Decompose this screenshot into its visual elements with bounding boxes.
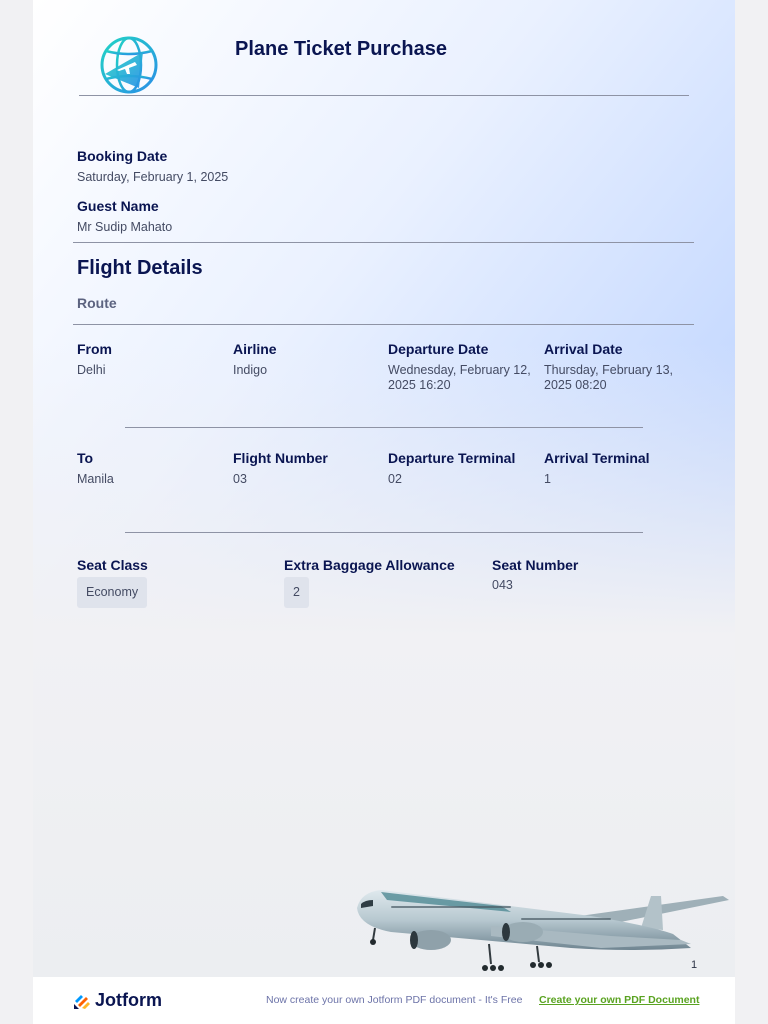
arrival-terminal-label: Arrival Terminal	[544, 450, 650, 466]
flight-details-heading: Flight Details	[77, 257, 203, 279]
airline-value: Indigo	[233, 363, 268, 377]
from-value: Delhi	[77, 363, 106, 377]
page-number: 1	[691, 959, 698, 971]
page-title: Plane Ticket Purchase	[235, 38, 447, 60]
jotform-brand: Jotform	[95, 990, 162, 1010]
footer	[33, 977, 735, 1024]
extra-baggage-label: Extra Baggage Allowance	[284, 557, 455, 573]
to-label: To	[77, 450, 94, 466]
departure-terminal-value: 02	[388, 472, 402, 486]
arrival-date-label: Arrival Date	[544, 341, 623, 357]
guest-name-value: Mr Sudip Mahato	[77, 220, 173, 234]
document-page	[33, 0, 735, 977]
route-label: Route	[77, 295, 117, 311]
airline-label: Airline	[233, 341, 277, 357]
header-divider	[79, 95, 689, 96]
departure-date-value: Wednesday, February 12, 2025 16:20	[388, 363, 531, 392]
globe-plane-icon	[99, 34, 159, 96]
flight-number-value: 03	[233, 472, 247, 486]
airplane-image	[351, 882, 731, 977]
departure-date-label: Departure Date	[388, 341, 489, 357]
extra-baggage-value: 2	[284, 577, 309, 608]
route-divider	[73, 324, 694, 325]
footer-promo-text: Now create your own Jotform PDF document - It's Free	[266, 994, 523, 1006]
row-divider	[125, 427, 643, 428]
flight-number-label: Flight Number	[233, 450, 328, 466]
section-divider	[73, 242, 694, 243]
booking-date-value: Saturday, February 1, 2025	[77, 170, 229, 184]
row-divider	[125, 532, 643, 533]
jotform-logo-icon	[73, 991, 91, 1010]
seat-number-value: 043	[492, 578, 513, 592]
booking-date-label: Booking Date	[77, 148, 168, 164]
create-pdf-link[interactable]: Create your own PDF Document	[539, 994, 700, 1006]
seat-class-label: Seat Class	[77, 557, 148, 573]
arrival-terminal-value: 1	[544, 472, 551, 486]
departure-terminal-label: Departure Terminal	[388, 450, 516, 466]
to-value: Manila	[77, 472, 114, 486]
arrival-date-value: Thursday, February 13, 2025 08:20	[544, 363, 673, 392]
seat-number-label: Seat Number	[492, 557, 579, 573]
from-label: From	[77, 341, 112, 357]
guest-name-label: Guest Name	[77, 198, 159, 214]
seat-class-value: Economy	[77, 577, 147, 608]
